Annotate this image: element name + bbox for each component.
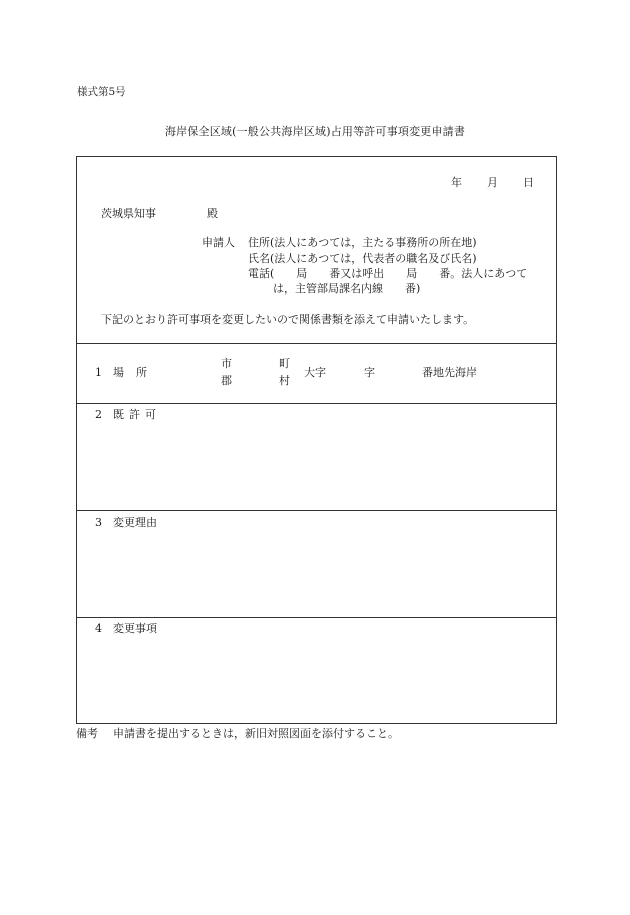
remarks-label: 備考 xyxy=(76,727,98,740)
section-2-number: 2 xyxy=(95,408,102,421)
section-2-label: 既許可 xyxy=(113,408,161,421)
addressee-name: 茨城県知事 xyxy=(101,207,156,220)
section-3-number: 3 xyxy=(95,516,102,529)
remarks-text: 申請書を提出するときは，新旧対照図面を添付すること。 xyxy=(113,727,399,740)
applicant-label: 申請人 xyxy=(202,236,235,249)
applicant-phone-field-continued: は，主管部局課名内線 番) xyxy=(273,282,421,295)
divider-location-prior-permit xyxy=(77,403,556,404)
location-city-label: 市 xyxy=(221,357,232,370)
application-statement: 下記のとおり許可事項を変更したいので関係書類を添えて申請いたします。 xyxy=(101,313,475,326)
location-county-label: 郡 xyxy=(221,374,232,387)
applicant-address-field: 住所(法人にあつては，主たる事務所の所在地) xyxy=(248,236,477,249)
applicant-phone-field: 電話( 局 番又は呼出 局 番。法人にあつて xyxy=(248,267,528,280)
location-village-label: 村 xyxy=(279,374,290,387)
date-day-label: 日 xyxy=(523,176,534,189)
location-banchi-label: 番地先海岸 xyxy=(422,366,477,379)
section-4-number: 4 xyxy=(95,622,102,635)
document-title: 海岸保全区域(一般公共海岸区域)占用等許可事項変更申請書 xyxy=(164,125,466,138)
location-oaza-label: 大字 xyxy=(304,366,326,379)
date-year-label: 年 xyxy=(451,176,462,189)
divider-reason-changes xyxy=(77,617,556,618)
divider-prior-permit-reason xyxy=(77,510,556,511)
applicant-name-field: 氏名(法人にあつては，代表者の職名及び氏名) xyxy=(248,252,477,265)
section-3-label: 変更理由 xyxy=(113,516,157,529)
divider-header-location xyxy=(77,343,556,344)
addressee-honorific: 殿 xyxy=(207,207,218,220)
section-1-label: 場所 xyxy=(113,366,159,379)
location-aza-label: 字 xyxy=(364,366,375,379)
date-month-label: 月 xyxy=(487,176,498,189)
form-number: 様式第5号 xyxy=(77,86,126,98)
section-4-label: 変更事項 xyxy=(113,622,157,635)
section-1-number: 1 xyxy=(95,366,102,379)
location-town-label: 町 xyxy=(279,357,290,370)
